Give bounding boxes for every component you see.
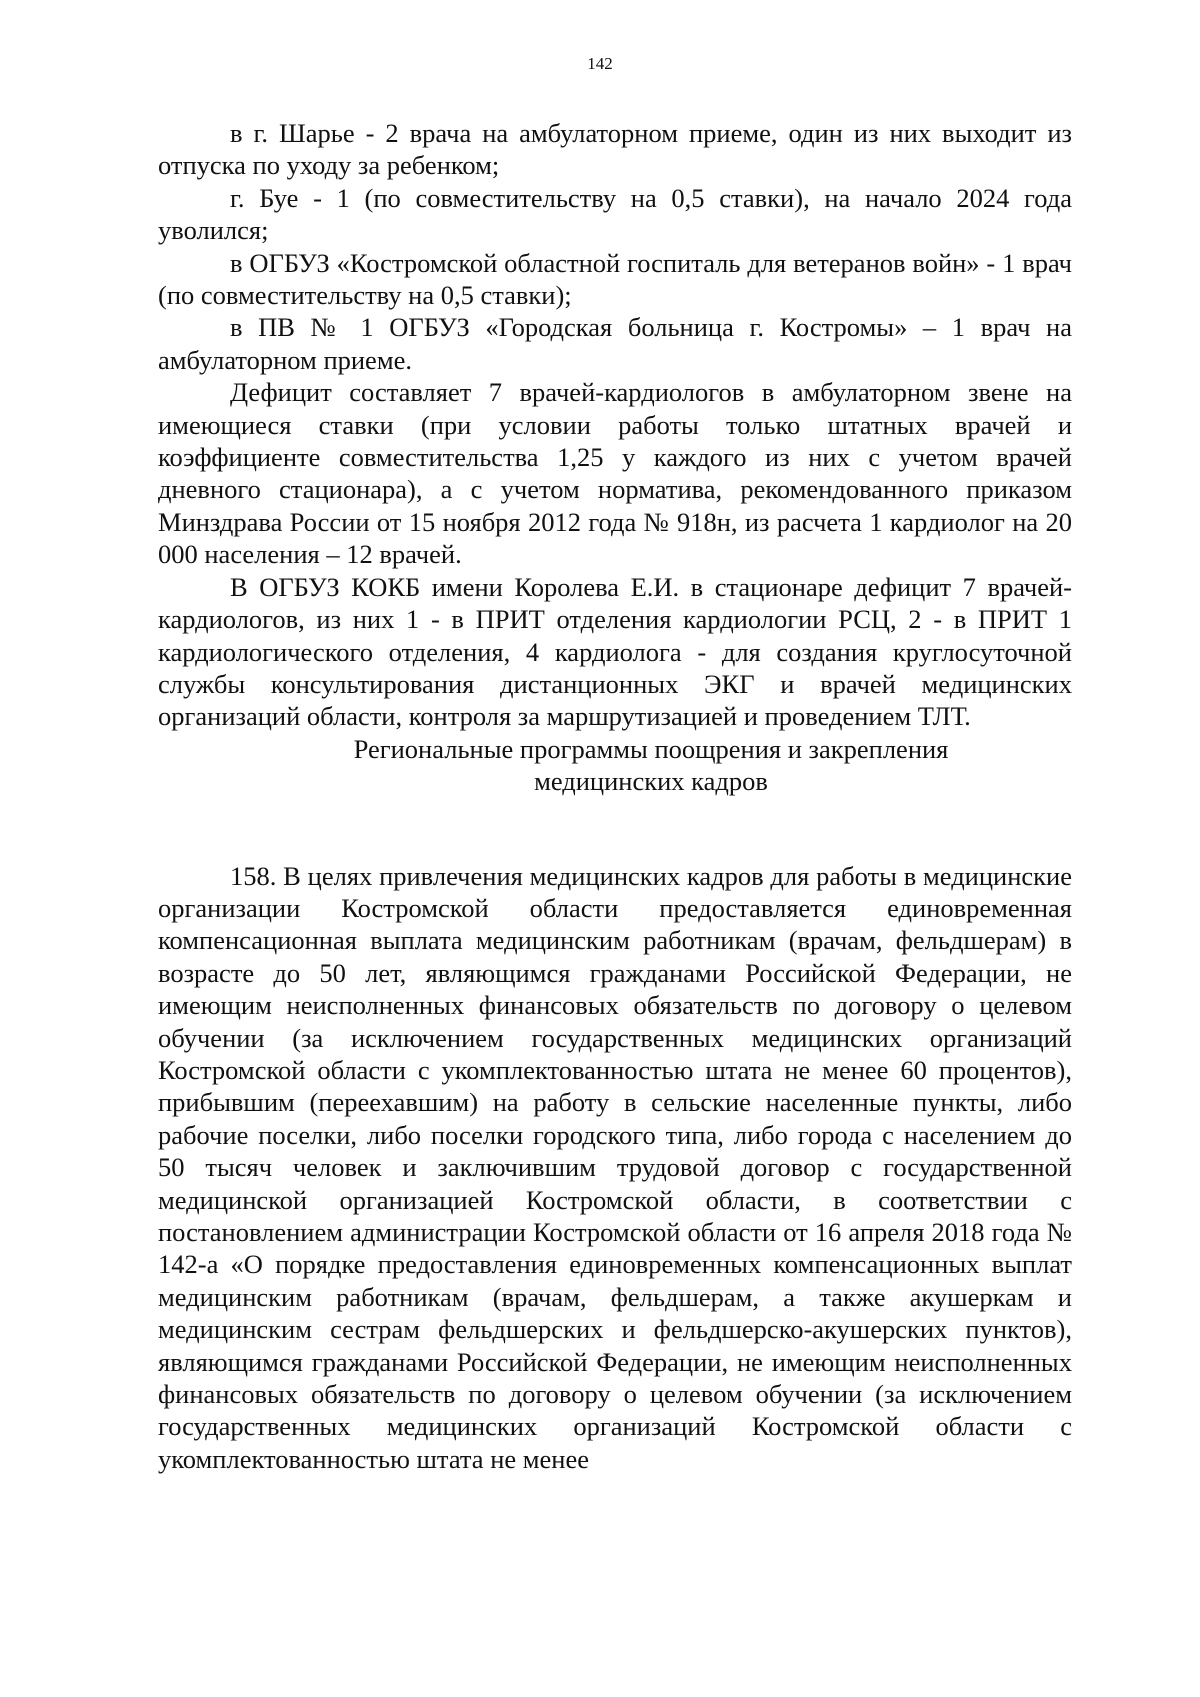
paragraph-158: 158. В целях привлечения медицинских кадров для работы в медицинские организации Костромской области предоставляется единовременная компенсационная выплата медицинским работникам (врачам, фельдшерам) в возрасте до 50 лет, являющимся гражданами Российской Федерации, не имеющим неисполненных финансовых обязательств по договору о целевом обучении (за исключением государственных медицинских организаций Костромской области с укомплектованностью штата не менее 60 процентов), прибывшим (переехавшим) на работу в сельские населенные пункты, либо рабочие поселки, либо поселки городского типа, либо города с населением до 50 тысяч человек и заключившим трудовой договор с государственной медицинской организацией Костромской области, в соответствии с постановлением администрации Костромской области от 16 апреля 2018 года № 142-а «О порядке предоставления единовременных компенсационных выплат медицинским работникам (врачам, фельдшерам, а также акушеркам и медицинским сестрам фельдшерских и фельдшерско-акушерских пунктов), являющимся гражданами Российской Федерации, не имеющим неисполненных финансовых обязательств по договору о целевом обучении (за исключением государственных медицинских организаций Костромской области с укомплектованностью штата не менее [158,860,1072,1474]
paragraph-city-hospital: в ПВ № 1 ОГБУЗ «Городская больница г. Костромы» – 1 врач на амбулаторном приеме. [158,312,1072,375]
page-number: 142 [587,54,613,73]
section-heading-line-1: Региональные программы поощрения и закрепления [353,733,949,764]
paragraph-veterans-hospital: в ОГБУЗ «Костромской областной госпиталь для ветеранов войн» - 1 врач (по совместительству на 0,5 ставки); [158,247,1072,311]
section-heading [158,733,1072,798]
section-heading-line-2: медицинских кадров [534,766,768,797]
paragraph-buy: г. Буе - 1 (по совместительству на 0,5 ставки), на начало 2024 года уволился; [158,182,1072,246]
paragraph-sharya: в г. Шарье - 2 врача на амбулаторном приеме, один из них выходит из отпуска по уходу за ребенком; [158,118,1072,181]
section-spacer [158,798,1072,860]
paragraph-deficit-outpatient: Дефицит составляет 7 врачей-кардиологов в амбулаторном звене на имеющиеся ставки (при условии работы только штатных врачей и коэффициенте совместительства 1,25 у каждого из них с учетом врачей дневного стационара), а с учетом норматива, рекомендованного приказом Минздрава России от 15 ноября 2012 года № 918н, из расчета 1 кардиолог на 20 000 населения – 12 врачей. [158,377,1072,570]
document-body [158,117,1072,1475]
paragraph-deficit-hospital: В ОГБУЗ КОКБ имени Королева Е.И. в стационаре дефицит 7 врачей-кардиологов, из них 1 - в ПРИТ отделения кардиологии РСЦ, 2 - в ПРИТ 1 кардиологического отделения, 4 кардиолога - для создания круглосуточной службы консультирования дистанционных ЭКГ и врачей медицинских организаций области, контроля за маршрутизацией и проведением ТЛТ. [158,571,1072,732]
